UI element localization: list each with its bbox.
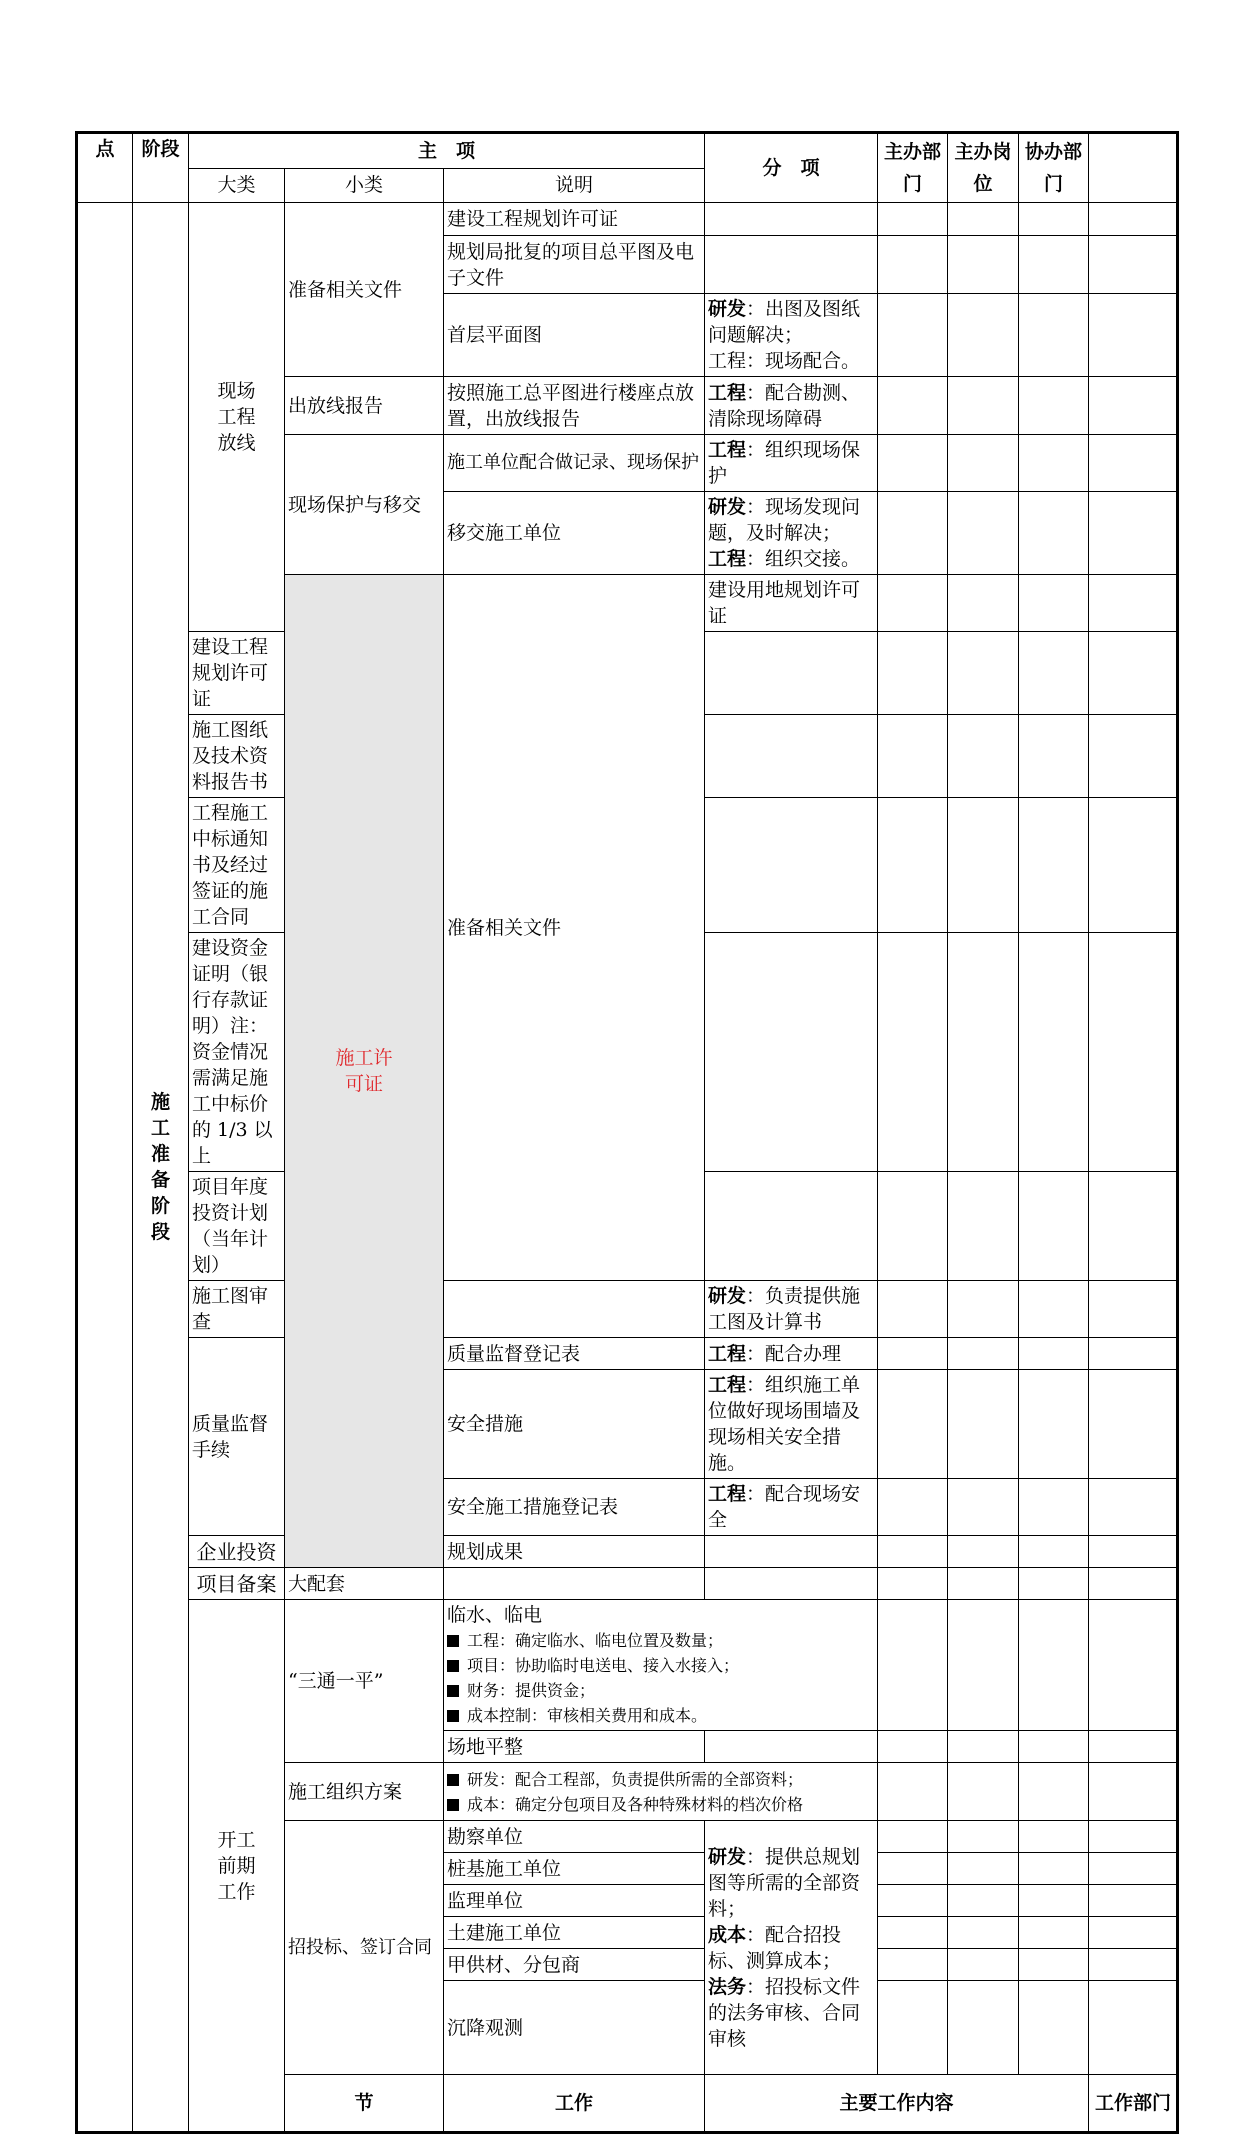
- r3-a-sub: 工程：组织现场保护: [705, 435, 878, 492]
- col-fenxiang: 分 项: [705, 133, 878, 203]
- r3-a: 施工单位配合做记录、现场保护: [444, 435, 705, 492]
- col-zhuban-gangwei: 主办岗位: [948, 133, 1019, 203]
- stage-cell: [133, 203, 189, 2133]
- r5-sub: 研发：负责提供施工图及计算书: [705, 1281, 878, 1338]
- r4-e: 建设资金证明（银行存款证明）注：资金情况需满足施工中标价的 1/3 以上: [189, 933, 285, 1172]
- section-kaigong-label: 开工前期工作: [217, 1828, 256, 1903]
- footer-gongzuo: 工作: [444, 2075, 705, 2133]
- r6-a-sub: 工程：配合办理: [705, 1338, 878, 1370]
- r9-a: [444, 1600, 878, 1731]
- r10-small: 施工组织方案: [285, 1763, 444, 1821]
- r6-b-sub: 工程：组织施工单位做好现场围墙及现场相关安全措施。: [705, 1370, 878, 1479]
- col-zhuxiang: 主 项: [189, 133, 705, 169]
- r10-bullet: 成本：确定分包项目及各种特殊材料的档次价格: [447, 1792, 874, 1817]
- r6-a: 质量监督登记表: [444, 1338, 705, 1370]
- col-shuoming: 说明: [444, 168, 705, 202]
- col-jieduan: 阶段: [133, 133, 189, 203]
- r2-small: 出放线报告: [285, 377, 444, 435]
- r11-a: 勘察单位: [444, 1821, 705, 1853]
- stage-label: 施工准备阶段: [150, 1091, 170, 1243]
- footer-jie: 节: [285, 2075, 444, 2133]
- r4-f: 项目年度投资计划（当年计划）: [189, 1172, 285, 1281]
- r3-small: 现场保护与移交: [285, 435, 444, 575]
- r10-bullet: 研发：配合工程部，负责提供所需的全部资料；: [447, 1767, 874, 1792]
- r6-small: 质量监督手续: [189, 1338, 285, 1536]
- footer-neirong: 主要工作内容: [705, 2075, 1089, 2133]
- section-kaigong: [189, 1600, 285, 2133]
- plan-grid: [75, 131, 1179, 2134]
- r6-c: 安全施工措施登记表: [444, 1479, 705, 1536]
- col-xieban-bumen: 协办部门: [1019, 133, 1089, 203]
- r1-c-sub: 研发：出图及图纸问题解决； 工程：现场配合。: [705, 294, 878, 377]
- col-dalei: 大类: [189, 168, 285, 202]
- r9-a-title: 临水、临电: [447, 1604, 543, 1626]
- section-xianchang: [189, 203, 285, 632]
- r2-a: 按照施工总平图进行楼座点放置，出放线报告: [444, 377, 705, 435]
- r11-small: 招投标、签订合同: [285, 1821, 444, 2075]
- r4-a: 建设用地规划许可证: [705, 575, 878, 632]
- r7-small: 规划成果: [444, 1536, 705, 1568]
- r4-d: 工程施工中标通知书及经过签证的施工合同: [189, 798, 285, 933]
- r8-small: 大配套: [285, 1568, 444, 1600]
- r10-content: [444, 1763, 878, 1821]
- r11-c: 监理单位: [444, 1885, 705, 1917]
- r9-bullet: 项目：协助临时电送电、接入水接入；: [447, 1653, 874, 1678]
- r4-b: 建设工程规划许可证: [189, 632, 285, 715]
- r9-small: “三通一平”: [285, 1600, 444, 1763]
- r9-bullet: 工程：确定临水、临电位置及数量；: [447, 1628, 874, 1653]
- section-bei-an: 项目备案: [189, 1568, 285, 1600]
- r6-b: 安全措施: [444, 1370, 705, 1479]
- r11-b: 桩基施工单位: [444, 1853, 705, 1885]
- r1-a: 建设工程规划许可证: [444, 203, 705, 236]
- r1-small: 准备相关文件: [285, 203, 444, 377]
- r9-bullet: 财务：提供资金；: [447, 1678, 874, 1703]
- section-xukezheng-label: 施工许可证: [335, 1047, 393, 1095]
- r11-d: 土建施工单位: [444, 1917, 705, 1949]
- r1-b: 规划局批复的项目总平图及电子文件: [444, 236, 705, 294]
- section-xukezheng: [285, 575, 444, 1568]
- point-cell: [77, 203, 133, 2133]
- section-xianchang-label: 现场工程放线: [217, 380, 256, 454]
- r11-f: 沉降观测: [444, 1981, 705, 2075]
- r1-c: 首层平面图: [444, 294, 705, 377]
- footer-bumen: 工作部门: [1089, 2075, 1178, 2133]
- r6-c-sub: 工程：配合现场安全: [705, 1479, 878, 1536]
- r9-bullet: 成本控制：审核相关费用和成本。: [447, 1703, 874, 1728]
- col-dian: 点: [77, 133, 133, 203]
- col-extra: [1089, 133, 1178, 203]
- r4-small: 准备相关文件: [444, 575, 705, 1281]
- r2-sub: 工程：配合勘测、清除现场障碍: [705, 377, 878, 435]
- section-qiye: 企业投资: [189, 1536, 285, 1568]
- r3-b-sub: 研发：现场发现问题，及时解决； 工程：组织交接。: [705, 492, 878, 575]
- r4-c: 施工图纸及技术资料报告书: [189, 715, 285, 798]
- r9-b: 场地平整: [444, 1731, 705, 1763]
- r11-e: 甲供材、分包商: [444, 1949, 705, 1981]
- r5-small: 施工图审查: [189, 1281, 285, 1338]
- col-xiaolei: 小类: [285, 168, 444, 202]
- work-plan-table: [75, 131, 1176, 2134]
- r3-b: 移交施工单位: [444, 492, 705, 575]
- col-zhuban-bumen: 主办部门: [878, 133, 948, 203]
- r11-sub: 研发：提供总规划图等所需的全部资料； 成本：配合招投标、测算成本； 法务：招投标文件的法务审核、合同审核: [705, 1821, 878, 2075]
